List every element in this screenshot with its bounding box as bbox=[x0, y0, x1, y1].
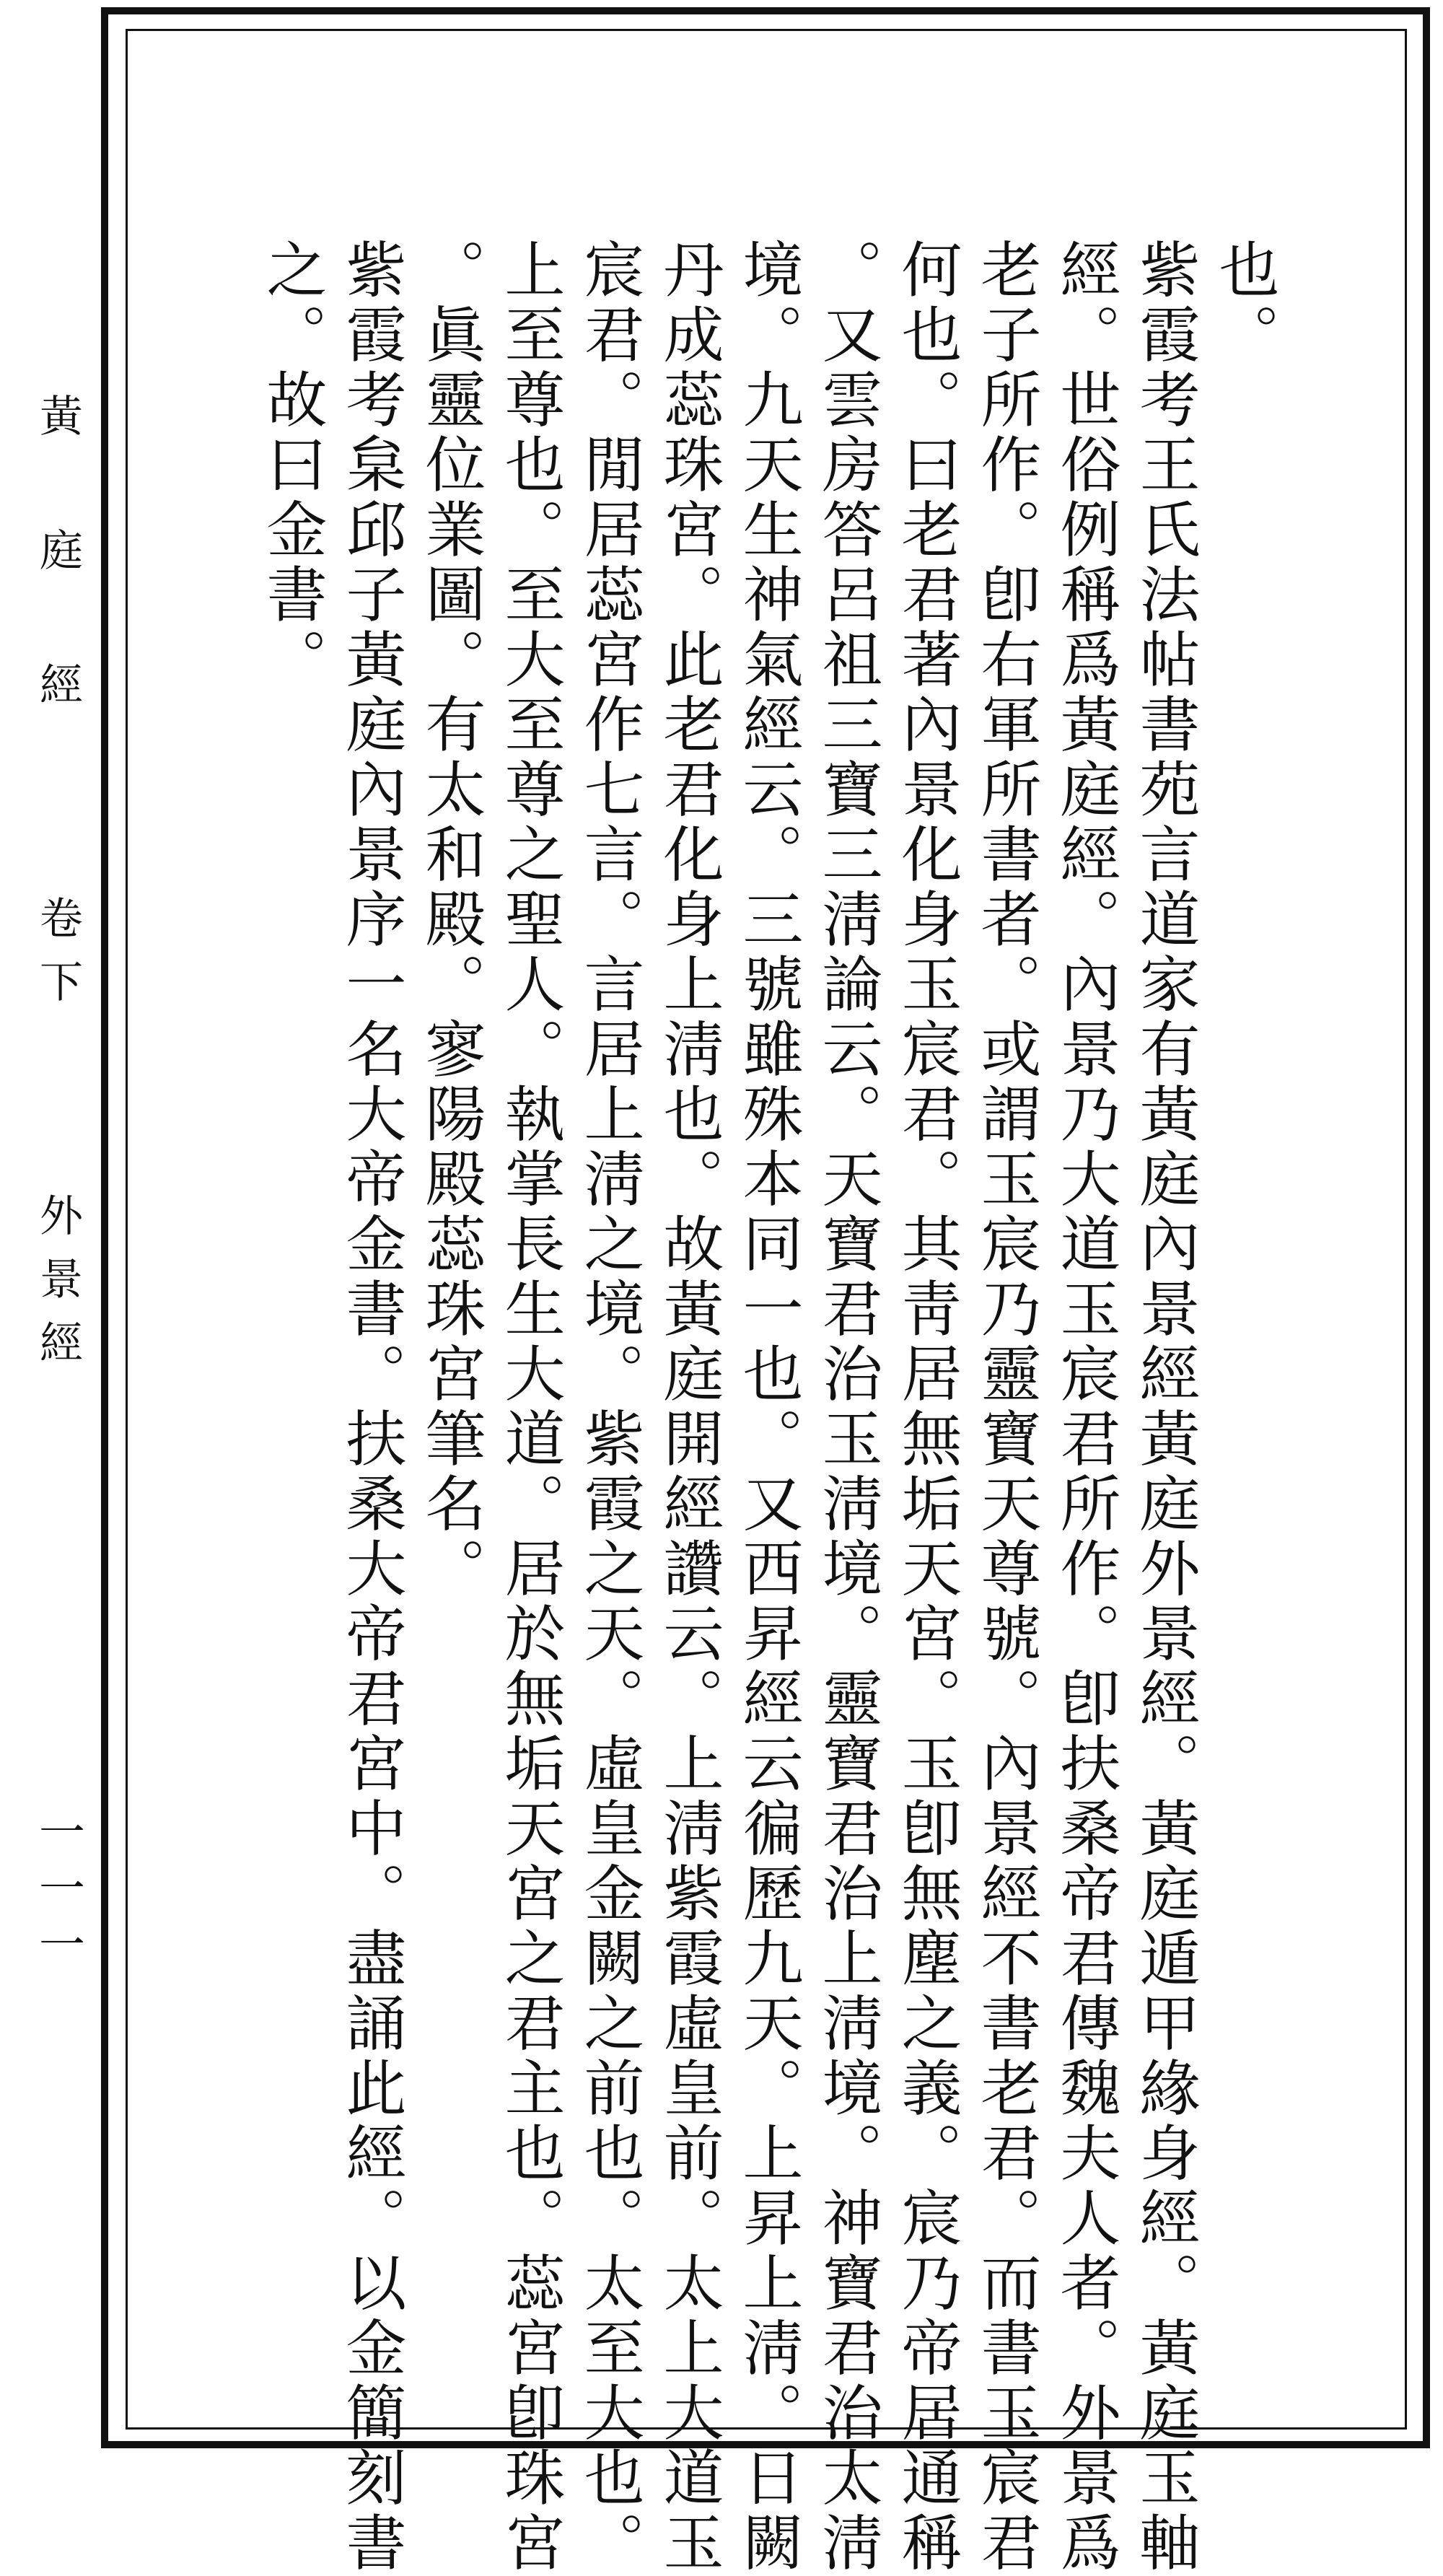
text-column: 上至尊也。至大至尊之聖人。執掌長生大道。居於無垢天宮之君主也。蕊宮卽珠宮 bbox=[495, 238, 566, 2576]
text-column: 何也。曰老君著內景化身玉宸君。其靑居無垢天宮。玉卽無塵之義。宸乃帝居通稱 bbox=[892, 238, 962, 2576]
volume-label: 卷下 bbox=[32, 895, 83, 1022]
text-column: 也。 bbox=[1209, 238, 1280, 368]
text-column: 紫霞考枲邱子黃庭內景序一名大帝金書。扶桑大帝君宮中。盡誦此經。以金簡刻書 bbox=[336, 238, 407, 2576]
text-column: 宸君。閒居蕊宮作七言。言居上淸之境。紫霞之天。虛皇金闕之前也。太至大也。 bbox=[574, 238, 645, 2576]
text-column: 紫霞考王氏法帖書苑言道家有黃庭內景經黃庭外景經。黃庭遁甲緣身經。黃庭玉軸 bbox=[1130, 238, 1201, 2576]
text-column: 老子所作。卽右軍所書者。或謂玉宸乃靈寶天尊號。內景經不書老君。而書玉宸君 bbox=[971, 238, 1042, 2576]
text-column: 經。世俗例稱爲黃庭經。內景乃大道玉宸君所作。卽扶桑帝君傳魏夫人者。外景爲 bbox=[1051, 238, 1121, 2576]
text-column: 。眞靈位業圖。有太和殿。寥陽殿蕊珠宮筆名。 bbox=[416, 238, 486, 1602]
page-number: 一一一 bbox=[31, 1808, 84, 1976]
main-text-block bbox=[245, 238, 1284, 2576]
margin-running-title bbox=[29, 393, 87, 1383]
text-column: 境。九天生神氣經云。三號雖殊本同一也。又西昇經云徧歷九天。上昇上淸。日闕 bbox=[733, 238, 804, 2576]
text-column: 丹成蕊珠宮。此老君化身上淸也。故黃庭開經讚云。上淸紫霞虛皇前。太上大道玉 bbox=[654, 238, 724, 2576]
book-title: 黃 庭 經 bbox=[32, 393, 83, 725]
section-label: 外景經 bbox=[32, 1193, 83, 1383]
text-column: 之。故曰金書。 bbox=[257, 238, 328, 693]
text-column: 。又雲房答呂祖三寶三淸論云。天寶君治玉淸境。靈寶君治上淸境。神寶君治太淸 bbox=[812, 238, 883, 2576]
